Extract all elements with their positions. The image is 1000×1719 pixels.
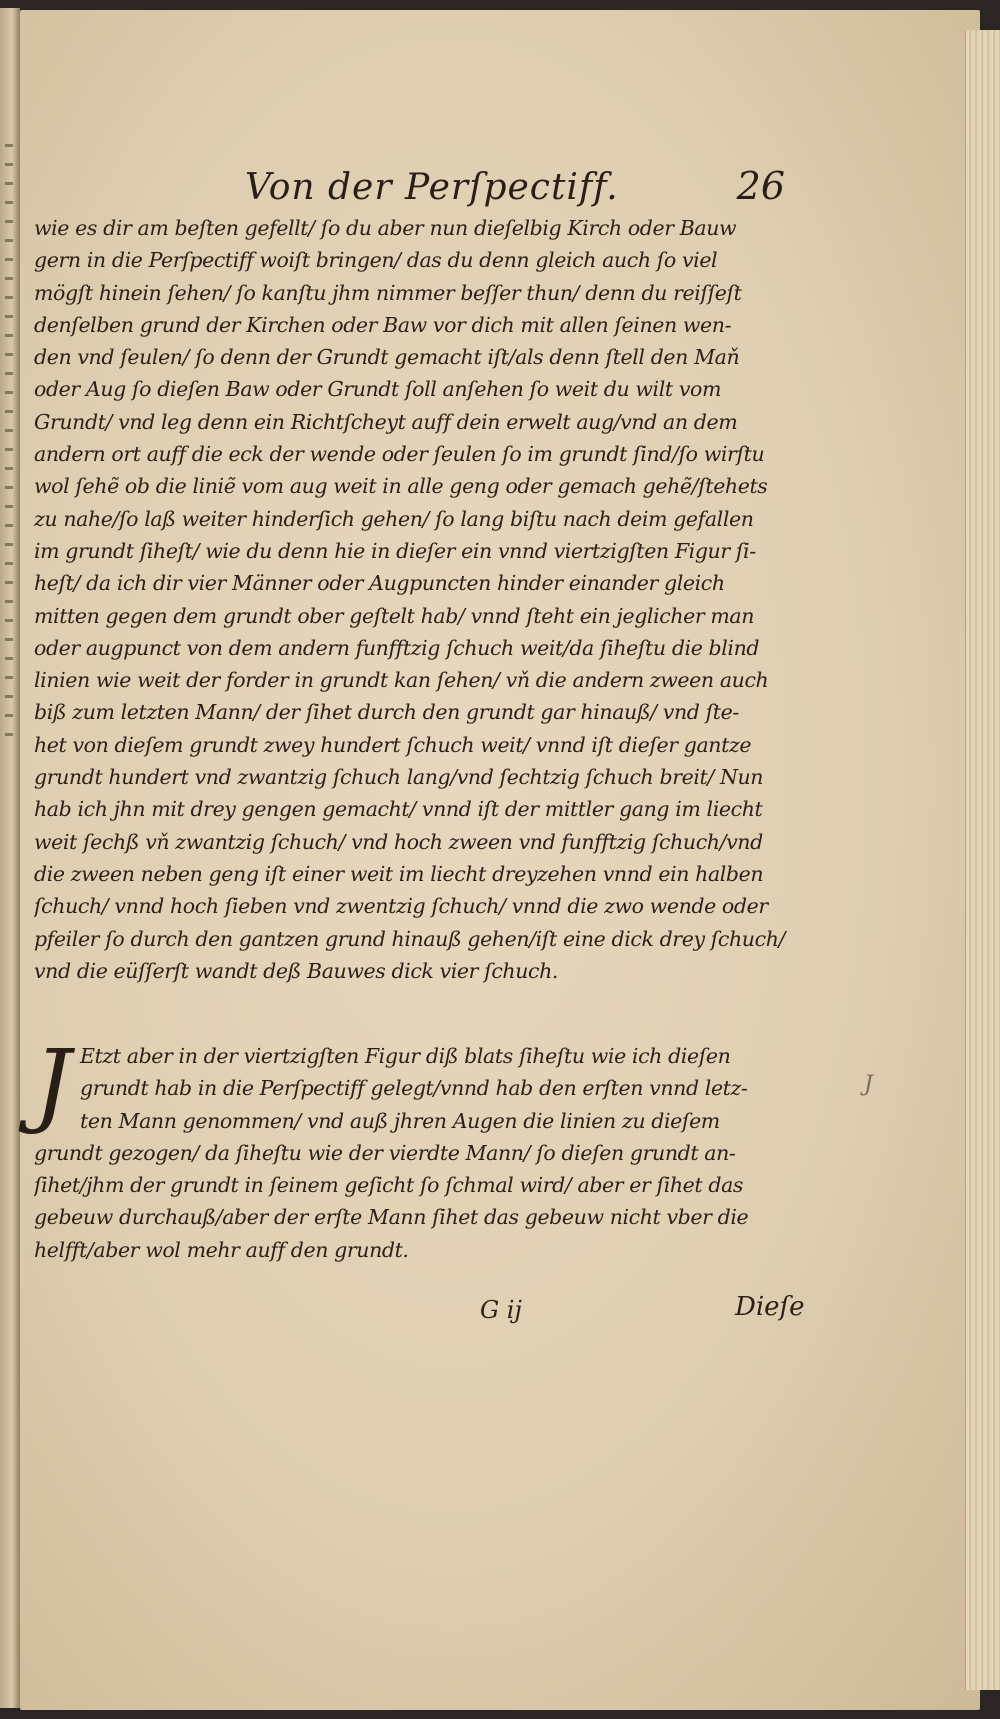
signature-mark: G ij (480, 1296, 522, 1324)
margin-pencil-mark: J (864, 1072, 873, 1097)
text-line: grundt gezogen/ da ſiheſtu wie der vierdte Mann/ ſo dieſen grundt an- (34, 1140, 736, 1165)
text-line: vnd die eüſſerſt wandt deß Bauwes dick vier ſchuch. (34, 958, 559, 983)
text-line: ſihet/jhm der grundt in ſeinem geſicht ſo ſchmal wird/ aber er ſihet das (34, 1173, 744, 1198)
text-line: den vnd ſeulen/ ſo denn der Grundt gemacht iſt/als denn ſtell den Maň (34, 345, 740, 370)
text-line: hab ich jhn mit drey gengen gemacht/ vnnd iſt der mittler gang im liecht (34, 797, 763, 822)
drop-cap: J (34, 1030, 71, 1137)
page-stack-edge (965, 30, 1000, 1690)
text-line: grundt hundert vnd zwantzig ſchuch lang/vnd ſechtzig ſchuch breit/ Nun (34, 765, 764, 790)
text-line: linien wie weit der forder in grundt kan ſehen/ vň die andern zween auch (34, 668, 769, 693)
text-line: gern in die Perſpectiff woiſt bringen/ das du denn gleich auch ſo viel (34, 248, 718, 273)
text-line: grundt hab in die Perſpectiff gelegt/vnnd hab den erſten vnnd letz- (80, 1076, 748, 1101)
text-line: andern ort auff die eck der wende oder ſeulen ſo im grundt ſind/ſo wirſtu (34, 442, 765, 467)
paragraph-1 (34, 212, 804, 987)
text-line: denſelben grund der Kirchen oder Baw vor dich mit allen ſeinen wen- (34, 312, 732, 337)
facing-page-text-fragments (2, 128, 16, 1328)
text-line: Grundt/ vnd leg denn ein Richtſcheyt auff dein erwelt aug/vnd an dem (34, 409, 738, 434)
text-line: im grundt ſiheſt/ wie du denn hie in dieſer ein vnnd viertzigſten Figur ſi- (34, 538, 756, 563)
running-head-title: Von der Perſpectiff. (245, 167, 619, 208)
text-line: ſchuch/ vnnd hoch ſieben vnd zwentzig ſchuch/ vnnd die zwo wende oder (34, 894, 768, 919)
text-line: Etzt aber in der viertzigſten Figur diß blats ſiheſtu wie ich dieſen (80, 1044, 731, 1068)
text-line: zu nahe/ſo laß weiter hinderſich gehen/ ſo lang biſtu nach deim gefallen (34, 506, 754, 531)
text-line: pfeiler ſo durch den gantzen grund hinauß gehen/iſt eine dick drey ſchuch/ (34, 926, 786, 951)
text-line: mitten gegen dem grundt ober geſtelt hab/ vnnd ſteht ein jeglicher man (34, 603, 755, 628)
text-line: weit ſechß vň zwantzig ſchuch/ vnd hoch zween vnd funfftzig ſchuch/vnd (34, 829, 763, 854)
facing-page-edge (0, 8, 20, 1708)
text-line: wie es dir am beſten gefellt/ ſo du aber nun dieſelbig Kirch oder Bauw (34, 216, 737, 240)
text-line: helfft/aber wol mehr auff den grundt. (34, 1237, 409, 1262)
text-line: mögſt hinein ſehen/ ſo kanſtu jhm nimmer beſſer thun/ denn du reiſſeſt (34, 280, 742, 305)
text-line: biß zum letzten Mann/ der ſihet durch den grundt gar hinauß/ vnd ſte- (34, 700, 739, 725)
paragraph-2 (34, 1030, 804, 1266)
text-line: heſt/ da ich dir vier Männer oder Augpuncten hinder einander gleich (34, 571, 725, 596)
text-line: wol ſehẽ ob die liniẽ vom aug weit in alle geng oder gemach gehẽ/ſtehets (34, 474, 768, 499)
text-line: die zween neben geng iſt einer weit im liecht dreyzehen vnnd ein halben (34, 861, 764, 886)
text-line: oder Aug ſo dieſen Baw oder Grundt ſoll anſehen ſo weit du wilt vom (34, 377, 721, 402)
text-line: het von dieſem grundt zwey hundert ſchuch weit/ vnnd iſt dieſer gantze (34, 732, 752, 757)
running-head (245, 158, 785, 208)
text-line: gebeuw durchauß/aber der erſte Mann ſihet das gebeuw nicht vber die (34, 1205, 749, 1230)
catchword: Dieſe (735, 1292, 805, 1322)
text-line: ten Mann genommen/ vnd auß jhren Augen die linien zu dieſem (80, 1108, 720, 1133)
text-line: oder augpunct von dem andern funfftzig ſchuch weit/da ſiheſtu die blind (34, 635, 760, 660)
folio-number: 26 (736, 164, 785, 208)
